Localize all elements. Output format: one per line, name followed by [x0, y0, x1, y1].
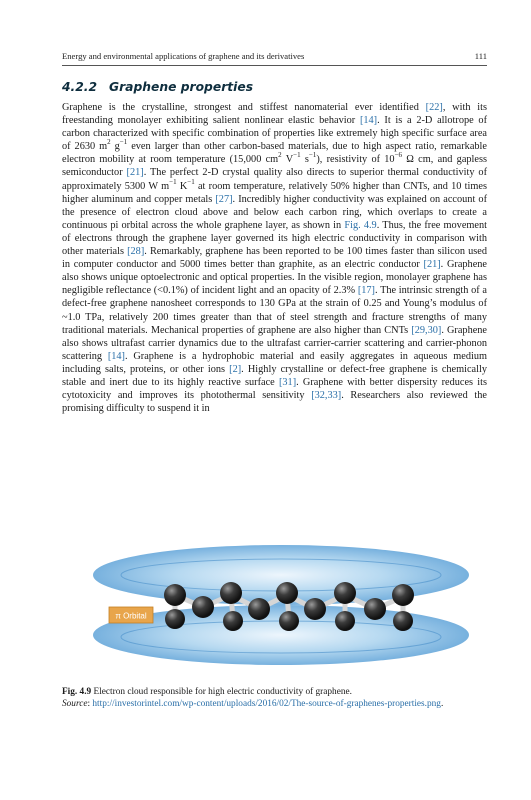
text-run: s	[300, 154, 309, 166]
citation-link[interactable]: [14]	[359, 115, 378, 127]
superscript: −1	[187, 177, 195, 186]
source-label: Source	[62, 699, 88, 710]
citation-link[interactable]: [21]	[423, 259, 441, 271]
citation-link[interactable]: [14]	[107, 350, 125, 362]
page-number: 111	[474, 51, 487, 61]
section-number: 4.2.2	[62, 80, 98, 94]
text-run: . Graphene also shows ultrafast carrier dynamics due to the ultrafast carrier-carrier scattering and carrier-phonon scattering	[62, 324, 488, 362]
text-run: , with its freestanding monolayer exhibiting salient nonlinear elastic behavior	[62, 102, 488, 127]
text-run: ), resistivity of 10	[316, 154, 395, 166]
text-run: . Researchers also reviewed the promising difficulty to suspend it in	[62, 390, 487, 415]
text-run: . Remarkably, graphene has been reported to be 100 times faster than silicon used in computer conductor and 5000 times better than graphite, as an electric conductor	[62, 246, 487, 271]
running-title: Energy and environmental applications of graphene and its derivatives	[62, 51, 305, 61]
citation-link[interactable]: [29,30]	[411, 324, 442, 336]
figure-caption	[62, 686, 487, 711]
citation-link[interactable]: [22]	[425, 102, 443, 113]
text-run: . The perfect 2-D crystal quality also directs to superior thermal conductivity of approximately 5300 W m	[62, 167, 487, 192]
citation-link[interactable]: [2]	[229, 363, 242, 375]
citation-link[interactable]: [21]	[126, 167, 144, 179]
text-run: g	[110, 141, 120, 153]
caption-end: .	[440, 699, 444, 710]
text-run: Graphene is the crystalline, strongest and stiffest nanomaterial ever identified	[62, 102, 426, 113]
text-run: Ω cm, and gapless semiconductor	[62, 154, 487, 179]
body-paragraph	[62, 101, 487, 415]
superscript: 2	[107, 138, 111, 147]
citation-link[interactable]: [27]	[215, 193, 233, 205]
superscript: −1	[308, 151, 317, 160]
text-run: . Thus, the free movement of electrons through the graphene layer governed its high electric conductivity in comparison with other materials	[62, 219, 487, 258]
text-run: . It is a 2-D allotrope of carbon characterized with specific combination of properties like extremely high specific surface area of 2630 m	[62, 115, 488, 153]
citation-link[interactable]: [28]	[127, 246, 145, 258]
caption-label: Fig. 4.9	[62, 687, 92, 697]
text-run: . Graphene also shows unique optoelectronic and optical properties. In the visible region, monolayer graphene has negligible reflectance (<0.1%) of incident light and an opacity of 2.3%	[62, 259, 487, 297]
superscript: −1	[293, 151, 301, 160]
text-run: K	[176, 180, 188, 192]
text-run: . Graphene with better dispersity reduces its cytotoxicity and improves its photothermal sensitivity	[62, 376, 487, 402]
text-run: even larger than other carbon-based materials, due to high aspect ratio, remarkable electron mobility at room temperature (15,000 cm	[62, 141, 487, 166]
citation-link[interactable]: [31]	[278, 376, 297, 388]
orbital-label: π Orbital	[115, 611, 147, 621]
superscript: 2	[278, 151, 282, 160]
text-run: . Highly crystalline or defect-free graphene is chemically stable and inert due to its highly reactive surface	[62, 363, 487, 388]
section-title: Graphene properties	[109, 80, 254, 94]
source-url[interactable]: http://investorintel.com/wp-content/uploads/2016/02/The-source-of-graphenes-properties.png	[92, 699, 441, 710]
citation-link[interactable]: [32,33]	[311, 390, 342, 402]
superscript: −6	[394, 151, 403, 160]
text-run: . Graphene is a hydrophobic material and easily aggregates in aqueous medium including salts, proteins, or other ions	[62, 350, 487, 375]
citation-link[interactable]: [17]	[357, 285, 375, 297]
text-run: . The intrinsic strength of a defect-free graphene nanosheet corresponds to 130 GPa at the strain of 0.25 and Young’s modulus of ~1.0 TPa, relatively 200 times greater than that of steel strength and fracture strengths of many traditional materials. Mechanical properties of graphene are also higher than CNTs	[62, 285, 487, 336]
text-run: at room temperature, relatively 50% higher than CNTs, and 10 times higher aluminum and copper metals	[62, 180, 487, 205]
graphene-orbital-illustration	[83, 535, 479, 673]
header-rule	[62, 65, 487, 66]
text-run: V	[281, 154, 294, 166]
section-heading	[62, 80, 253, 94]
superscript: −1	[119, 138, 128, 147]
running-header	[62, 51, 487, 61]
text-run: . Incredibly higher conductivity was explained on account of the presence of electron cloud above and below each carbon ring, which overlaps to create a continuous pi orbital across the whole graphene layer, as shown in	[62, 193, 487, 231]
caption-text: Electron cloud responsible for high electric conductivity of graphene.	[91, 687, 352, 697]
superscript: −1	[169, 177, 177, 186]
source-separator: :	[87, 699, 93, 710]
figure-4-9	[83, 535, 479, 673]
figure-link[interactable]: Fig. 4.9	[344, 219, 377, 231]
